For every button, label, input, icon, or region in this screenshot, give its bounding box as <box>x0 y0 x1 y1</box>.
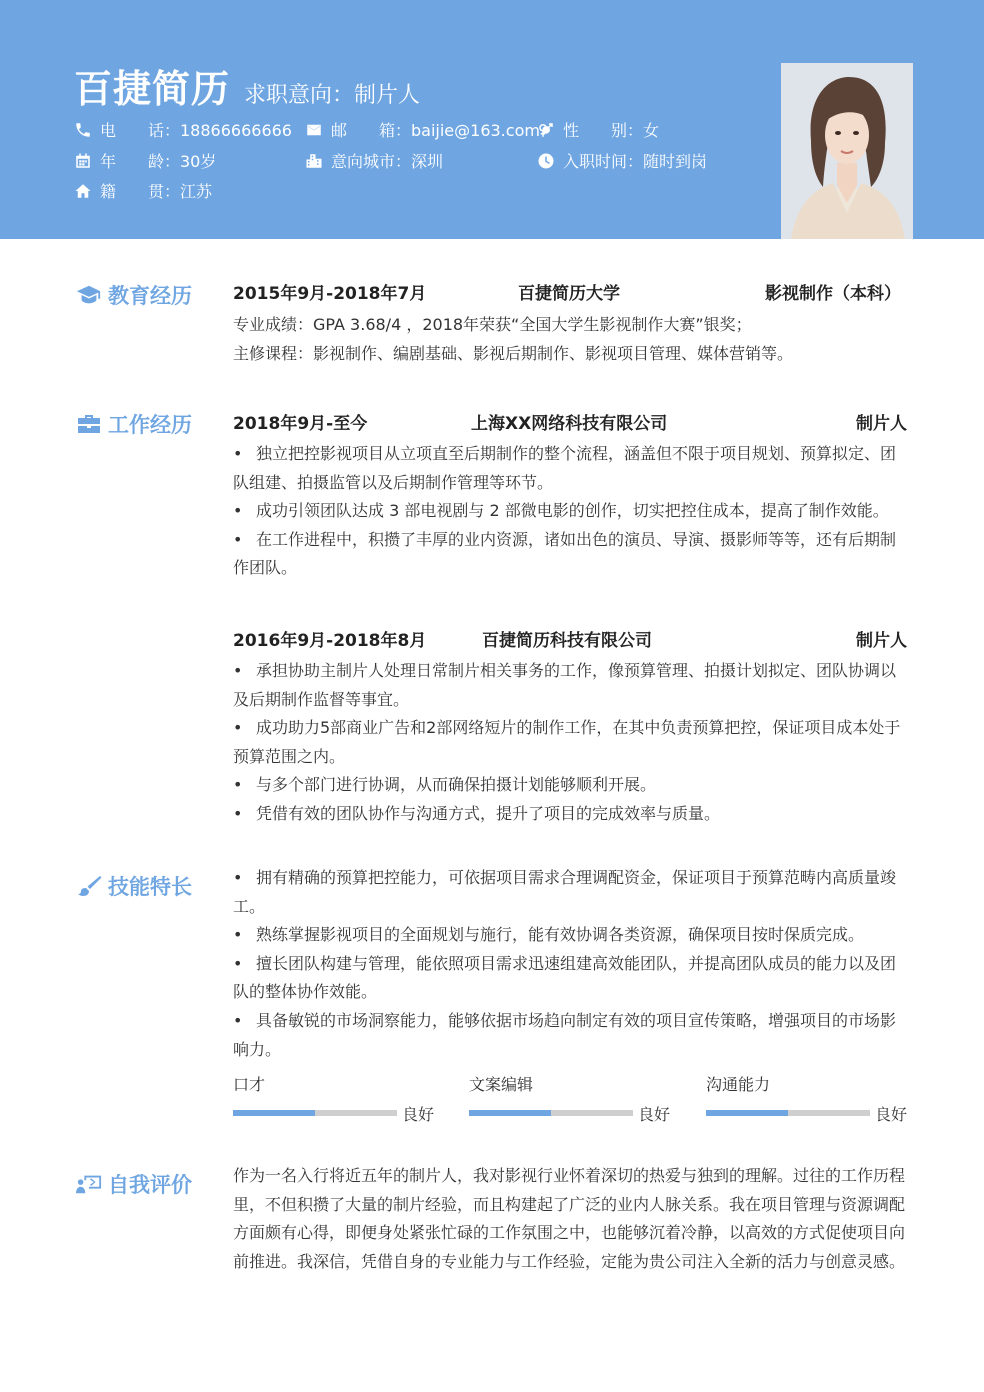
info-age-text: 年 龄：30岁 <box>100 152 217 171</box>
skill-name: 沟通能力 <box>706 1075 771 1094</box>
info-phone <box>74 118 292 141</box>
skill-bar-fill <box>233 1110 315 1116</box>
work-title: 工作经历 <box>108 413 192 437</box>
education-major: 影视制作（本科） <box>765 284 901 304</box>
education-title: 教育经历 <box>108 284 192 308</box>
job2-header-row <box>233 626 909 650</box>
skill-name: 口才 <box>233 1075 266 1094</box>
job2-role: 制片人 <box>856 631 907 651</box>
gender-icon <box>537 121 555 139</box>
list-item: • 熟练掌握影视项目的全面规划与施行，能有效协调各类资源，确保项目按时保质完成。 <box>233 925 865 945</box>
title-row <box>74 58 420 113</box>
mail-icon <box>305 121 323 139</box>
profile-photo <box>781 63 913 239</box>
phone-icon <box>74 121 92 139</box>
job1-role: 制片人 <box>856 414 907 434</box>
job2-date: 2016年9月-2018年8月 <box>233 631 427 651</box>
list-item: • 成功引领团队达成 3 部电视剧与 2 部微电影的创作，切实把控住成本，提高了制作效能。 <box>233 501 889 521</box>
section-title-education <box>76 280 192 310</box>
skill-bar <box>706 1110 870 1116</box>
info-phone-text: 电 话：18866666666 <box>100 121 292 140</box>
skill-level: 良好 <box>875 1105 908 1124</box>
info-start <box>537 149 707 172</box>
education-school: 百捷简历大学 <box>518 284 620 304</box>
list-item: • 具备敏锐的市场洞察能力，能够依据市场趋向制定有效的项目宣传策略，增强项目的市场影响力。 <box>233 1010 897 1059</box>
presentation-icon <box>76 1173 102 1195</box>
skill-bar <box>469 1110 633 1116</box>
info-gender <box>537 118 659 141</box>
skill-meter-2 <box>469 1072 674 1124</box>
briefcase-icon <box>76 413 102 435</box>
section-title-skills <box>76 871 192 901</box>
self-evaluation-text: 作为一名入行将近五年的制片人，我对影视行业怀着深切的热爱与独到的理解。过往的工作历程里，不但积攒了大量的制片经验，而且构建起了广泛的业内人脉关系。我在项目管理与资源调配方面颇有心得，即便身处紧张忙碌的工作氛围之中，也能够沉着冷静，以高效的方式促使项目向前推进。我深信，凭借自身的专业能力与工作经验，定能为贵公司注入全新的活力与创意灵感。 <box>233 1166 906 1271</box>
info-hometown <box>74 179 212 202</box>
skill-name: 文案编辑 <box>469 1075 534 1094</box>
job1-bullets <box>233 440 909 583</box>
list-item: • 承担协助主制片人处理日常制片相关事务的工作，像预算管理、拍摄计划拟定、团队协调以及后期制作监督等事宜。 <box>233 661 897 709</box>
skills-title: 技能特长 <box>108 875 192 899</box>
brush-icon <box>76 875 102 897</box>
clock-icon <box>537 152 555 170</box>
info-email-text: 邮 箱：baijie@163.com <box>331 121 540 140</box>
education-date: 2015年9月-2018年7月 <box>233 284 427 304</box>
info-city <box>305 149 443 172</box>
skill-level: 良好 <box>402 1105 435 1124</box>
skills-bullets <box>233 864 909 1064</box>
info-city-text: 意向城市：深圳 <box>331 152 444 171</box>
list-item: • 与多个部门进行协调，从而确保拍摄计划能够顺利开展。 <box>233 775 657 795</box>
graduation-cap-icon <box>76 284 102 306</box>
list-item: • 擅长团队构建与管理，能依照项目需求迅速组建高效能团队，并提高团队成员的能力以及团队的整体协作效能。 <box>233 953 897 1002</box>
job-intent: 求职意向：制片人 <box>244 83 421 108</box>
section-title-work <box>76 409 192 439</box>
skill-meter-3 <box>706 1072 911 1124</box>
list-item: • 独立把控影视项目从立项直至后期制作的整个流程，涵盖但不限于项目规划、预算拟定、团队组建、拍摄监管以及后期制作管理等环节。 <box>233 444 897 492</box>
education-header-row <box>233 279 909 303</box>
section-title-self <box>76 1169 192 1199</box>
job1-date: 2018年9月-至今 <box>233 414 368 434</box>
calendar-icon <box>74 152 92 170</box>
job1-company: 上海XX网络科技有限公司 <box>471 414 668 434</box>
resume-name: 百捷简历 <box>74 67 231 111</box>
info-gender-text: 性 别：女 <box>563 121 660 140</box>
skill-bar <box>233 1110 397 1116</box>
skill-meter-1 <box>233 1072 438 1124</box>
skill-bar-fill <box>469 1110 551 1116</box>
job2-bullets <box>233 657 909 829</box>
list-item: • 凭借有效的团队协作与沟通方式，提升了项目的完成效率与质量。 <box>233 803 721 823</box>
education-scores: 专业成绩：GPA 3.68/4 ，2018年荣获“全国大学生影视制作大赛”银奖； <box>233 315 752 334</box>
home-icon <box>74 182 92 200</box>
education-courses: 主修课程：影视制作、编剧基础、影视后期制作、影视项目管理、媒体营销等。 <box>233 343 794 363</box>
info-start-text: 入职时间：随时到岗 <box>563 152 708 171</box>
list-item: • 在工作进程中，积攒了丰厚的业内资源，诸如出色的演员、导演、摄影师等等，还有后期制作团队。 <box>233 529 897 578</box>
skill-bar-fill <box>706 1110 788 1116</box>
list-item: • 成功助力5部商业广告和2部网络短片的制作工作，在其中负责预算把控，保证项目成本处于预算范围之内。 <box>233 718 901 766</box>
self-title: 自我评价 <box>108 1173 192 1197</box>
header-banner <box>0 0 984 239</box>
education-details <box>233 311 909 368</box>
skill-level: 良好 <box>638 1105 671 1124</box>
info-hometown-text: 籍 贯：江苏 <box>100 182 213 201</box>
list-item: • 拥有精确的预算把控能力，可依据项目需求合理调配资金，保证项目于预算范畴内高质量竣工。 <box>233 868 897 916</box>
city-icon <box>305 152 323 170</box>
job2-company: 百捷简历科技有限公司 <box>482 631 652 651</box>
job1-header-row <box>233 409 909 433</box>
info-email <box>305 118 540 141</box>
info-age <box>74 149 216 172</box>
